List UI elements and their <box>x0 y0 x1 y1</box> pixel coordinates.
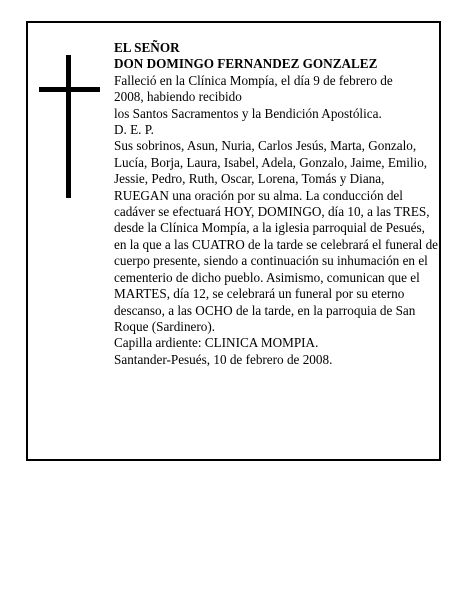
notice-body <box>114 40 439 368</box>
obituary-notice <box>26 21 441 461</box>
place-date-line: Santander-Pesués, 10 de febrero de 2008. <box>114 351 333 367</box>
request-paragraph: RUEGAN una oración por su alma. La conducción del cadáver se efectuará HOY, DOMINGO, día 10, a las TRES, desde la Clínica Mompía, a la iglesia parroquial de Pesués, en la que a las CUATRO de la tarde se celebrará el funeral de cuerpo presente, siendo a continuación su inhumación en el cementerio de dicho pueblo. Asimismo, comunican que el MARTES, día 12, se celebrará un funeral por su eterno descanso, a las OCHO de la tarde, en la parroquia de San Roque (Sardinero). <box>114 187 439 334</box>
sacraments-line: los Santos Sacramentos y la Bendición Apostólica. <box>114 105 382 121</box>
deceased-name: DON DOMINGO FERNANDEZ GONZALEZ <box>114 56 378 72</box>
dep-line: D. E. P. <box>114 122 154 138</box>
cross-vertical-bar <box>66 55 71 198</box>
death-line-2: 2008, habiendo recibido <box>114 89 242 105</box>
cross-icon <box>39 55 100 198</box>
chapel-line: Capilla ardiente: CLINICA MOMPIA. <box>114 335 319 351</box>
cross-horizontal-bar <box>39 87 100 92</box>
notice-title: EL SEÑOR <box>114 40 180 55</box>
relatives-paragraph: Sus sobrinos, Asun, Nuria, Carlos Jesús, Marta, Gonzalo, Lucía, Borja, Laura, Isabel, Adela, Gonzalo, Jaime, Emilio, Jessie, Pedro, Ruth, Oscar, Lorena, Tomás y Diana, <box>114 138 428 187</box>
death-line-1: Falleció en la Clínica Mompía, el día 9 de febrero de <box>114 72 393 88</box>
